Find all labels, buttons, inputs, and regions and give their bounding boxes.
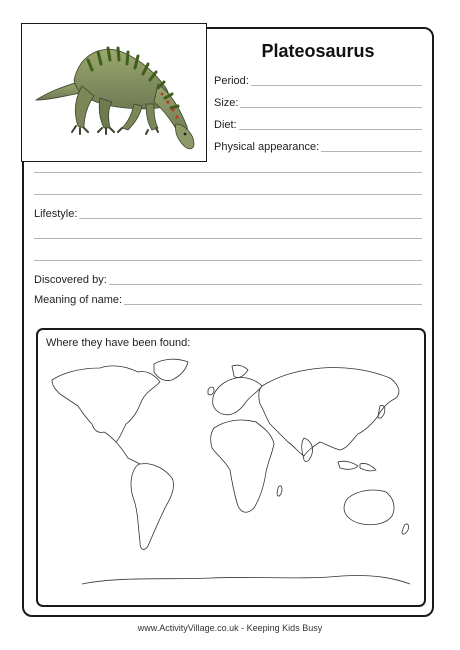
new-zealand-outline <box>402 524 409 534</box>
india-outline <box>302 438 313 462</box>
period-field[interactable] <box>214 75 422 87</box>
diet-answer-line[interactable] <box>239 128 422 130</box>
greenland-outline <box>154 359 188 380</box>
diet-label: Diet: <box>214 119 237 131</box>
physical-appearance-field[interactable] <box>214 141 422 153</box>
page-title: Plateosaurus <box>261 41 375 61</box>
world-map-outline[interactable] <box>42 354 418 599</box>
asia-outline <box>259 367 399 456</box>
meaning-of-name-label: Meaning of name: <box>34 294 123 306</box>
lifestyle-field[interactable] <box>34 208 422 220</box>
discovered-by-label: Discovered by: <box>34 274 107 286</box>
footer-credit: www.ActivityVillage.co.uk - Keeping Kids Busy <box>137 623 323 633</box>
meaning-of-name-field[interactable] <box>34 294 422 306</box>
answer-line[interactable] <box>34 172 422 173</box>
lifestyle-answer-line[interactable] <box>79 217 422 219</box>
size-label: Size: <box>214 97 239 109</box>
meaning-of-name-answer-line[interactable] <box>124 303 422 305</box>
australia-outline <box>344 490 394 525</box>
period-answer-line[interactable] <box>251 84 422 86</box>
europe-outline <box>213 377 262 414</box>
southeast-asia-islands-outline <box>338 461 376 471</box>
answer-line[interactable] <box>34 194 422 195</box>
south-america-outline <box>131 464 174 550</box>
answer-line[interactable] <box>34 238 422 239</box>
lifestyle-label: Lifestyle: <box>34 208 78 220</box>
period-label: Period: <box>214 75 249 87</box>
africa-outline <box>211 420 274 512</box>
uk-outline <box>208 387 214 395</box>
north-america-outline <box>52 366 160 442</box>
dinosaur-picture-frame <box>21 23 207 162</box>
discovered-by-answer-line[interactable] <box>109 283 422 285</box>
physical-appearance-answer-line[interactable] <box>321 150 422 152</box>
scandinavia-outline <box>232 365 248 377</box>
answer-line[interactable] <box>34 260 422 261</box>
antarctica-outline <box>82 575 410 584</box>
plateosaurus-illustration <box>22 24 206 161</box>
size-answer-line[interactable] <box>240 106 422 108</box>
size-field[interactable] <box>214 97 422 109</box>
madagascar-outline <box>277 486 282 496</box>
map-section <box>36 328 426 607</box>
physical-appearance-label: Physical appearance: <box>214 141 320 153</box>
discovered-by-field[interactable] <box>34 274 422 286</box>
map-section-label: Where they have been found: <box>46 337 191 349</box>
central-america-outline <box>116 442 140 464</box>
diet-field[interactable] <box>214 119 422 131</box>
